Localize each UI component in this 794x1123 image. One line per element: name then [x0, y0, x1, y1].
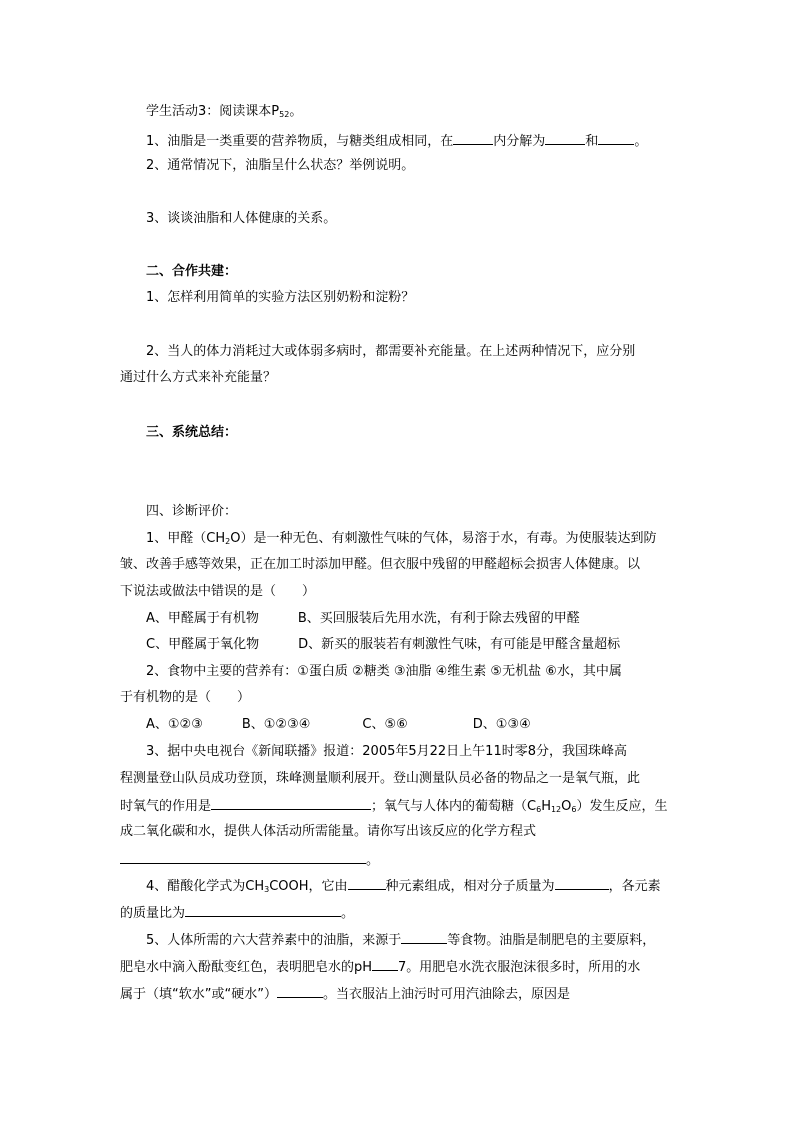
q5-line1: 5、人体所需的六大营养素中的油脂，来源于 等食物。油脂是制肥皂的主要原料， — [146, 933, 656, 948]
activity-q2: 2、通常情况下，油脂呈什么状态？举例说明。 — [146, 158, 415, 173]
answer-blank[interactable] — [120, 851, 366, 864]
q3-line1: 3、据中央电视台《新闻联播》报道：2005年5月22日上午11时零8分，我国珠峰高 — [146, 744, 627, 759]
activity-title: 学生活动3：阅读课本$P_{52}$。 — [146, 104, 303, 119]
q4-line2: 的质量比为 。 — [120, 906, 355, 921]
q5-line3: 属于（填“软水”或“硬水”） 。当衣服沾上油污时可用汽油除去，原因是 — [120, 987, 570, 1002]
answer-blank[interactable] — [401, 931, 447, 944]
section2-heading: 二、合作共建： — [146, 264, 238, 279]
q3-line3: 时氧气的作用是 ；氧气与人体内的葡萄糖$(C_6H_{12}O_6)$发生反应，生 — [120, 799, 668, 814]
q3-line4: 成二氧化碳和水，提供人体活动所需能量。请你写出该反应的化学方程式 — [120, 824, 537, 839]
section2-q2-line2: 通过什么方式来补充能量？ — [120, 370, 277, 385]
answer-blank[interactable] — [348, 877, 386, 890]
answer-blank[interactable] — [372, 958, 398, 971]
section4-heading: 四、诊断评价： — [146, 504, 238, 519]
answer-blank[interactable] — [185, 904, 341, 917]
activity-q3: 3、谈谈油脂和人体健康的关系。 — [146, 211, 337, 226]
q1-line2: 皱、改善手感等效果，正在加工时添加甲醛。但衣服中残留的甲醛超标会损害人体健康。以 — [120, 557, 641, 572]
answer-blank[interactable] — [555, 877, 609, 890]
answer-blank[interactable] — [545, 132, 585, 145]
q1-line3: 下说法或做法中错误的是（ ） — [120, 584, 316, 599]
answer-blank[interactable] — [277, 985, 323, 998]
q2-line2: 于有机物的是（ ） — [120, 690, 251, 705]
q5-line2: 肥皂水中滴入酚酞变红色，表明肥皂水的pH 7。用肥皂水洗衣服泡沫很多时，所用的水 — [120, 960, 641, 975]
section3-heading: 三、系统总结： — [146, 425, 238, 440]
q1-options-cd: C、甲醛属于氧化物 D、新买的服装若有刺激性气味，有可能是甲醛含量超标 — [146, 637, 621, 652]
section2-q2-line1: 2、当人的体力消耗过大或体弱多病时，都需要补充能量。在上述两种情况下，应分别 — [146, 344, 636, 359]
q4-line1: 4、醋酸化学式为$CH_3COOH$，它由 种元素组成，相对分子质量为 ，各元素 — [146, 879, 661, 894]
answer-blank[interactable] — [453, 132, 493, 145]
q3-line5: 。 — [120, 851, 379, 869]
answer-blank[interactable] — [598, 132, 634, 145]
q2-line1: 2、食物中主要的营养有：①蛋白质 ②糖类 ③油脂 ④维生素 ⑤无机盐 ⑥水，其中属 — [146, 664, 622, 679]
section2-q1: 1、怎样利用简单的实验方法区别奶粉和淀粉？ — [146, 290, 415, 305]
q1-line1: 1、甲醛$(CH_2O)$是一种无色、有刺激性气味的气体，易溶于水，有毒。为使服装达到防 — [146, 531, 657, 546]
answer-blank[interactable] — [211, 797, 371, 810]
q3-line2: 程测量登山队员成功登顶，珠峰测量顺利展开。登山测量队员必备的物品之一是氧气瓶，此 — [120, 771, 641, 786]
q2-options: A、①②③ B、①②③④ C、⑤⑥ D、①③④ — [146, 717, 531, 732]
q1-options-ab: A、甲醛属于有机物 B、买回服装后先用水洗，有利于除去残留的甲醛 — [146, 611, 580, 626]
activity-q1: 1、油脂是一类重要的营养物质，与糖类组成相同，在 内分解为 和 。 — [146, 134, 648, 149]
